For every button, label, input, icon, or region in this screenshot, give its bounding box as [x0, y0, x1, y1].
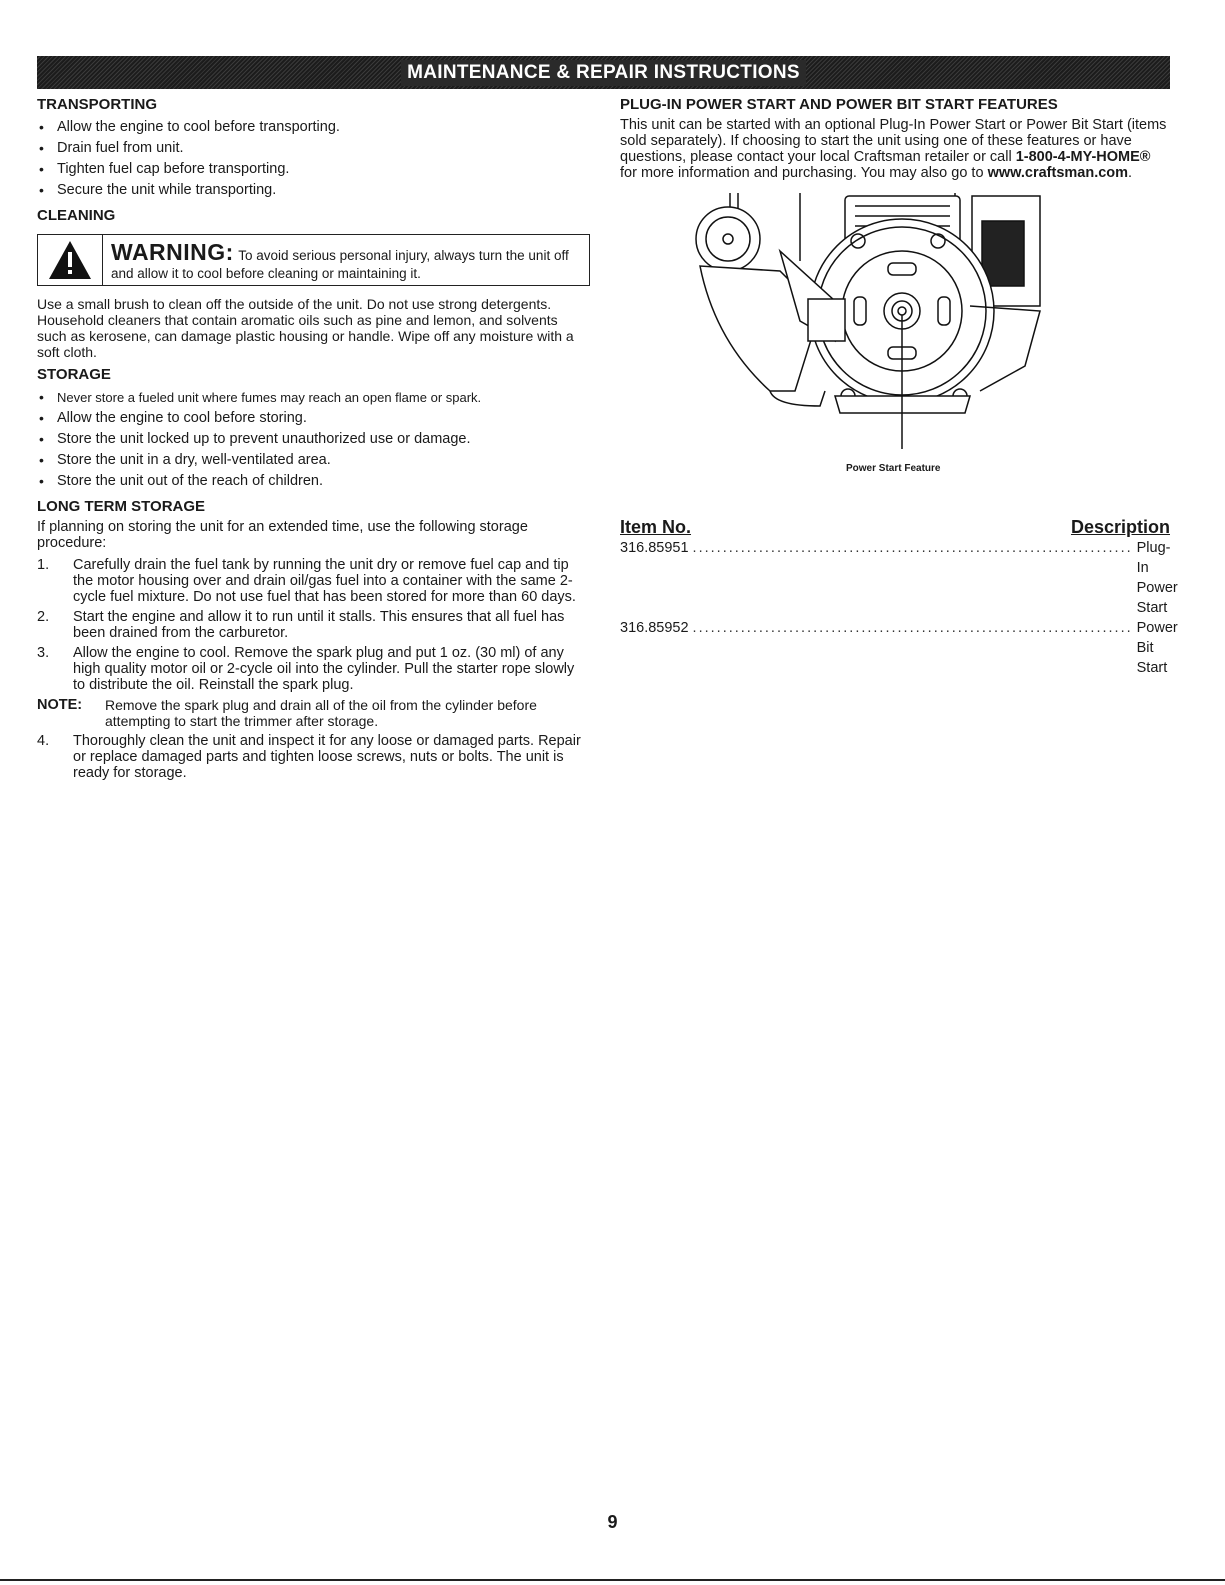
banner-title: MAINTENANCE & REPAIR INSTRUCTIONS — [401, 60, 806, 86]
step-item: 2. Start the engine and allow it to run until it stalls. This ensures that all fuel has been drained from the carburetor. — [37, 609, 565, 641]
warning-title: WARNING: — [111, 239, 234, 265]
section-banner — [37, 56, 1170, 89]
warning-box — [37, 234, 590, 286]
plugin-heading: PLUG-IN POWER START AND POWER BIT START FEATURES — [620, 96, 1058, 113]
transporting-heading: TRANSPORTING — [37, 96, 157, 113]
list-item: • Drain fuel from unit. — [37, 138, 590, 159]
warning-message-line1: To avoid serious personal injury, always turn the unit off — [238, 248, 569, 263]
bottom-rule — [0, 1579, 1225, 1581]
right-column — [620, 96, 1178, 678]
phone-number: 1-800-4-MY-HOME® — [1015, 149, 1151, 165]
warning-icon — [38, 235, 103, 285]
item-description: Plug-In Power Start — [1136, 540, 1178, 616]
website-link[interactable]: www.craftsman.com — [987, 165, 1129, 181]
storage-steps-continued — [37, 733, 590, 781]
table-row: 316.85951 ......................................................................... Plug-In Power Start — [620, 540, 1178, 616]
step-item: 4. Thoroughly clean the unit and inspect it for any loose or damaged parts. Repair or replace damaged parts and tighten loose screws, nuts or bolts. The unit is ready for storage. — [37, 733, 581, 781]
long-term-intro: If planning on storing the unit for an extended time, use the following storage procedure: — [37, 519, 528, 551]
list-item: • Secure the unit while transporting. — [37, 180, 590, 201]
list-item: • Store the unit out of the reach of children. — [37, 471, 590, 492]
note — [37, 697, 590, 729]
storage-list — [37, 387, 590, 492]
item-number: 316.85952 — [620, 620, 689, 636]
page-number: 9 — [607, 1512, 618, 1532]
item-no-header: Item No. — [620, 517, 692, 537]
list-item: • Tighten fuel cap before transporting. — [37, 159, 590, 180]
long-term-storage-heading: LONG TERM STORAGE — [37, 498, 206, 515]
plugin-body: This unit can be started with an optional Plug-In Power Start or Power Bit Start (items sold separately). If choosing to start the unit using one of these features or have questions, please contact your local Craftsman retailer or call 1-800-4-MY-HOME® for more information and purchasing. You may also go to www.craftsman.com. — [620, 117, 1167, 181]
step-item: 1. Carefully drain the fuel tank by running the unit dry or remove fuel cap and tip the motor housing over and drain oil/gas fuel into a container with the same 2-cycle fuel mixture. Do not use fuel that has been stored for more than 60 days. — [37, 557, 576, 605]
step-item: 3. Allow the engine to cool. Remove the spark plug and put 1 oz. (30 ml) of any high quality motor oil or 2-cycle oil into the cylinder. Pull the starter rope slowly to distribute the oil. Reinstall the spark plug. — [37, 645, 575, 693]
figure-caption: Power Start Feature — [846, 463, 941, 474]
list-item: • Never store a fueled unit where fumes may reach an open flame or spark. — [37, 387, 590, 408]
description-header: Description — [1070, 517, 1170, 537]
cleaning-body: Use a small brush to clean off the outside of the unit. Do not use strong detergents. Household cleaners that contain aromatic oils such as pine and lemon, and solvents such as kerosene, can damage plastic housing or handle. Wipe off any moisture with a soft cloth. — [37, 296, 574, 360]
warning-message-line2: and allow it to cool before cleaning or maintaining it. — [111, 266, 421, 281]
note-label: NOTE: — [37, 697, 83, 713]
power-start-illustration — [620, 191, 1170, 481]
item-description: Power Bit Start — [1136, 620, 1178, 676]
list-item: • Store the unit locked up to prevent unauthorized use or damage. — [37, 429, 590, 450]
left-column — [37, 96, 590, 785]
note-text: Remove the spark plug and drain all of the oil from the cylinder before attempting to start the trimmer after storage. — [105, 697, 537, 729]
transporting-list — [37, 117, 590, 201]
list-item: • Allow the engine to cool before storing. — [37, 408, 590, 429]
storage-steps — [37, 557, 590, 693]
items-table-header — [620, 517, 1170, 538]
storage-heading: STORAGE — [37, 366, 111, 383]
cleaning-heading: CLEANING — [37, 207, 116, 224]
item-number: 316.85951 — [620, 540, 689, 556]
list-item: • Allow the engine to cool before transporting. — [37, 117, 590, 138]
table-row: 316.85952 ......................................................................... Power Bit Start — [620, 620, 1178, 676]
list-item: • Store the unit in a dry, well-ventilated area. — [37, 450, 590, 471]
